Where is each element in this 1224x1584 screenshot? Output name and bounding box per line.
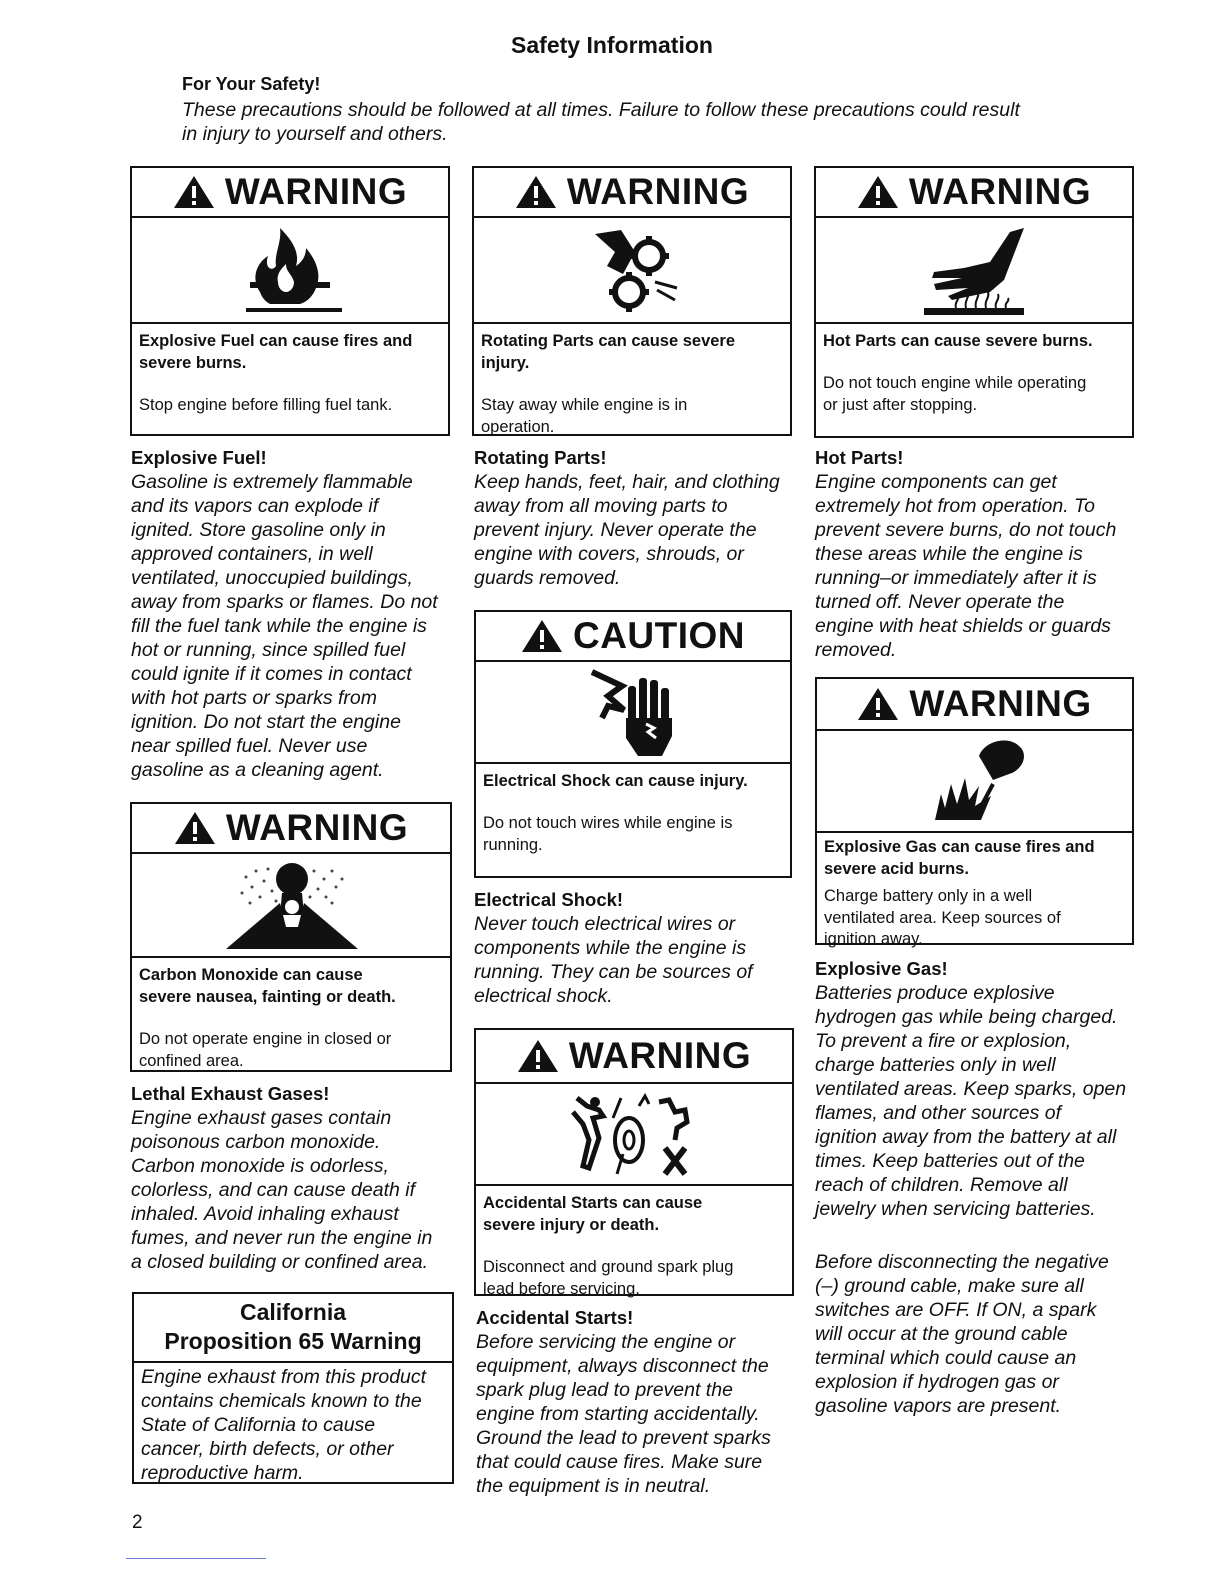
exhaust-fumes-person-icon (206, 857, 376, 953)
sign-carbon-monoxide: WARNING Carbon Monoxide can cause severe nausea, fainting or death. Do not operate engine in closed or confined area. (130, 802, 452, 1072)
paragraph-accidental-starts: Accidental Starts! Before servicing the engine or equipment, always disconnect the spark plug lead to prevent the engine from starting accidentally. Ground the lead to prevent sparks that could cause fires. Make sure the equipment is in neutral. (476, 1307, 771, 1497)
sign-header: WARNING (132, 804, 450, 854)
sign-header: WARNING (476, 1030, 792, 1084)
sign-header: WARNING (132, 168, 448, 218)
prop65-text: Engine exhaust from this product contains chemicals known to the State of California to cause cancer, birth defects, or other reproductive harm. (141, 1366, 427, 1484)
sign-explosive-gas: WARNING Explosive Gas can cause fires and severe acid burns. Charge battery only in a well ventilated area. Keep sources of ignition away. (815, 677, 1134, 945)
page-number: 2 (132, 1512, 143, 1533)
hazard-triangle-icon (174, 811, 216, 845)
hazard-triangle-icon (517, 1039, 559, 1073)
sign-hot-parts: WARNING Hot Parts can cause severe burns. Do not touch engine while operating or just after stopping. (814, 166, 1134, 438)
sign-header: CAUTION (476, 612, 790, 662)
footer-rule (126, 1558, 266, 1559)
paragraph-explosive-gas: Explosive Gas! Batteries produce explosive hydrogen gas while being charged. To prevent a fire or explosion, charge batteries only in well ventilated areas. Keep sparks, open flames, and other sources of ignition away from the battery at all times. Keep batteries out of the reach of children. Remove all jewelry when servicing batteries. (815, 958, 1127, 1220)
prop65-warning-box (132, 1292, 454, 1484)
battery-explosion-icon (905, 734, 1045, 828)
paragraph-lethal-exhaust: Lethal Exhaust Gases! Engine exhaust gases contain poisonous carbon monoxide. Carbon monoxide is odorless, colorless, and can cause death if inhaled. Avoid inhaling exhaust fumes, and never run the engine in a closed building or confined area. (131, 1083, 433, 1273)
hazard-triangle-icon (521, 619, 563, 653)
sign-electrical-shock: CAUTION Electrical Shock can cause injury. Do not touch wires while engine is running. (474, 610, 792, 878)
hot-surface-hand-icon (904, 222, 1044, 318)
accidental-start-icon (559, 1088, 709, 1180)
page-title: Safety Information (511, 32, 713, 58)
paragraph-rotating-parts: Rotating Parts! Keep hands, feet, hair, and clothing away from all moving parts to prevent injury. Never operate the engine with covers, shrouds, or guards removed. (474, 447, 780, 589)
sign-rotating-parts: WARNING Rotating Parts can cause severe injury. Stay away while engine is in operation. (472, 166, 792, 436)
paragraph-ground-cable: Before disconnecting the negative (–) ground cable, make sure all switches are OFF. If ON, a spark will occur at the ground cable terminal which could cause an explosion if hydrogen gas or gasoline vapors are present. (815, 1251, 1109, 1417)
hazard-triangle-icon (857, 687, 899, 721)
fire-icon (220, 222, 360, 318)
prop65-title: California Proposition 65 Warning (134, 1294, 452, 1363)
hazard-triangle-icon (857, 175, 899, 209)
sign-explosive-fuel: WARNING Explosive Fuel can cause fires and severe burns. Stop engine before filling fuel tank. (130, 166, 450, 436)
hazard-triangle-icon (173, 175, 215, 209)
sign-header: WARNING (474, 168, 790, 218)
paragraph-explosive-fuel: Explosive Fuel! Gasoline is extremely flammable and its vapors can explode if ignited. Store gasoline only in approved containers, in well ventilated, unoccupied buildings, away from sparks or flames. Do not fill the fuel tank while the engine is hot or running, since spilled fuel could ignite if it comes in contact with hot parts or sparks from ignition. Do not start the engine near spilled fuel. Never use gasoline as a cleaning agent. (131, 447, 438, 781)
intro-text: These precautions should be followed at all times. Failure to follow these precautions could result in injury to yourself and others. (182, 99, 1020, 145)
paragraph-hot-parts: Hot Parts! Engine components can get extremely hot from operation. To prevent severe burns, do not touch these areas while the engine is running–or immediately after it is turned off. Never operate the engine with heat shields or guards removed. (815, 447, 1117, 661)
hazard-triangle-icon (515, 175, 557, 209)
electric-shock-hand-icon (578, 666, 688, 758)
safety-heading: For Your Safety! (182, 74, 321, 94)
sign-header: WARNING (817, 679, 1132, 731)
sign-accidental-starts: WARNING Accidental Starts can cause severe injury or death. Disconnect and ground spark plug lead before servicing. (474, 1028, 794, 1296)
sign-header: WARNING (816, 168, 1132, 218)
paragraph-electrical-shock: Electrical Shock! Never touch electrical wires or components while the engine is running. They can be sources of electrical shock. (474, 889, 753, 1007)
rotating-gears-icon (577, 222, 687, 318)
